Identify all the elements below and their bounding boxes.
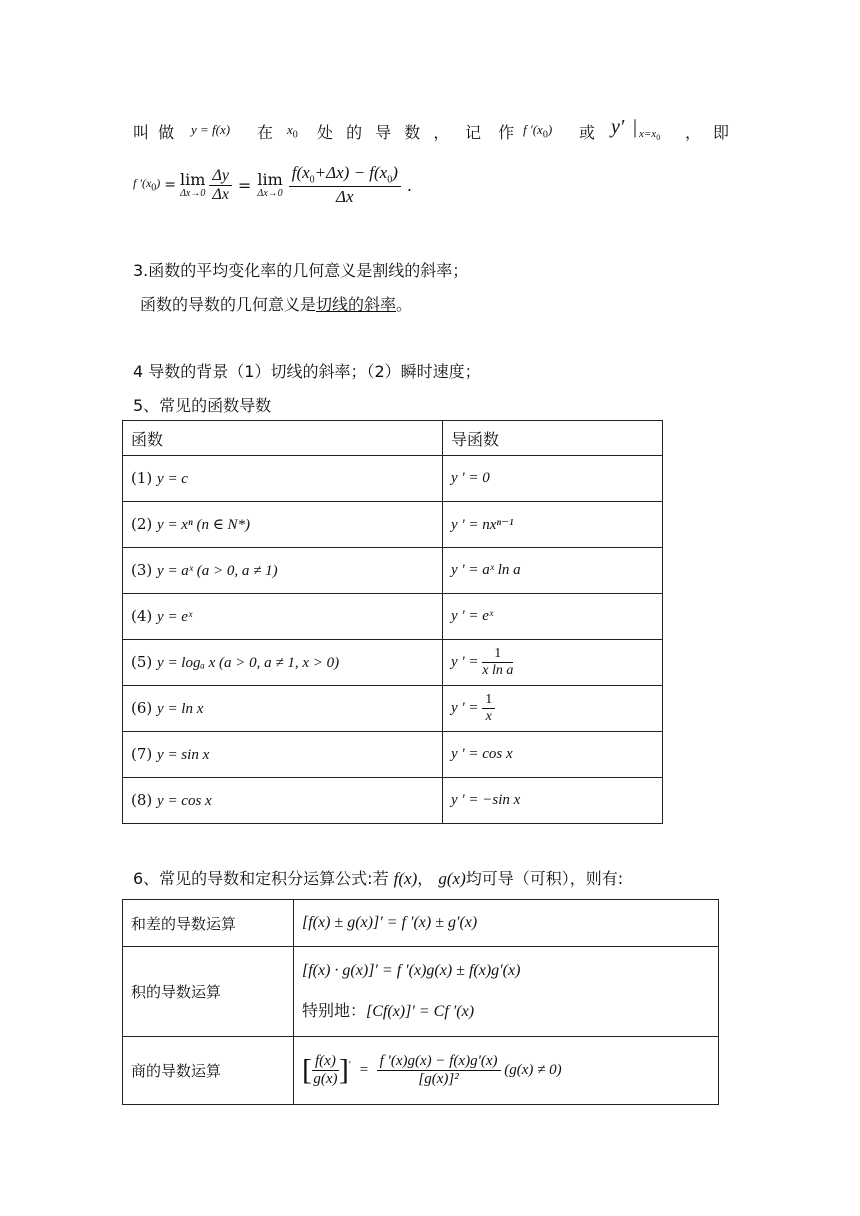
sec6-f: f(x) (393, 869, 418, 888)
table-row (123, 686, 663, 732)
function-cell: (8) y = cos x (123, 778, 443, 824)
text-jiaozuo: 叫 做 (133, 123, 177, 142)
expr-y-eq-fx: y = f(x) (191, 122, 231, 137)
derivative-cell: y ' = −sin x (443, 778, 663, 824)
text-chudedaoshu: 处 的 导 数 ， (317, 123, 454, 142)
text-jizuo: 记 作 (465, 123, 521, 142)
equals-sign-2: = (237, 175, 252, 195)
rule-formula (294, 947, 719, 1037)
derivative-table (122, 420, 663, 824)
derivative-cell: y ' = eˣ (443, 594, 663, 640)
function-cell: (3) y = aˣ (a > 0, a ≠ 1) (123, 548, 443, 594)
table-row (123, 732, 663, 778)
text-comma: ， (685, 123, 702, 142)
derivative-cell: y ' = cos x (443, 732, 663, 778)
sec6-post: 均可导（可积），则有: (465, 869, 624, 888)
sec4-text: 4 导数的背景（1）切线的斜率；（2）瞬时速度； (133, 362, 481, 381)
header-derivative: 导函数 (443, 421, 663, 456)
product-rule: [f(x) · g(x)]′ = f ′(x)g(x) ± f(x)g′(x) (302, 962, 521, 979)
function-cell: (5) y = logₐ x (a > 0, a ≠ 1, x > 0) (123, 640, 443, 686)
derivative-cell: y ' = $\frac{1}{x}$ (443, 686, 663, 732)
derivative-cell: y ' = nxⁿ⁻¹ (443, 502, 663, 548)
table-row (123, 1037, 719, 1105)
sec6-heading (133, 866, 623, 889)
derivative-cell: y ' = $\frac{1}{\text{x ln a}}$ (443, 640, 663, 686)
function-cell: (7) y = sin x (123, 732, 443, 778)
equals-sign: = (164, 177, 177, 193)
sec3-tangent-slope: 切线的斜率 (316, 295, 397, 314)
table-row (123, 548, 663, 594)
sec3-line2-pre: 函数的导数的几何意义是 (140, 295, 317, 314)
expr-fprime-x0: f $'(x_0)$ (523, 122, 553, 141)
sec5-heading: 5、常见的函数导数 (133, 396, 272, 415)
sec6-g: g(x) (438, 869, 466, 888)
operation-rules-table (122, 899, 719, 1105)
function-cell: (1) y = c (123, 456, 443, 502)
text-huo: 或 (579, 123, 596, 142)
special-case: 特别地：[Cf(x)]′ = Cf ′(x) (302, 1001, 475, 1020)
table-row (123, 502, 663, 548)
function-cell: (2) y = xⁿ (n ∈ N*) (123, 502, 443, 548)
lim-1: lim Δx→0 (180, 169, 206, 200)
sec6-sep: ， (417, 869, 434, 888)
rule-formula: [f(x) ± g(x)]′ = f ′(x) ± g′(x) (294, 900, 719, 947)
table-row (123, 640, 663, 686)
lim-2: lim Δx→0 (257, 169, 283, 200)
derivative-cell: y ' = 0 (443, 456, 663, 502)
function-cell: (6) y = ln x (123, 686, 443, 732)
table-row (123, 456, 663, 502)
sec3-line2-post: 。 (396, 295, 413, 314)
rule-label: 和差的导数运算 (123, 900, 294, 947)
lhs-fprime: f $'(x_0)$ (133, 176, 161, 194)
dy-over-dx: $\frac{\Delta y}{\Delta x}$ (209, 167, 232, 204)
text-zai: 在 (257, 123, 274, 142)
sec3-line1: 3.函数的平均变化率的几何意义是割线的斜率； (133, 261, 469, 280)
expr-cond: $x=x_0$ (639, 128, 661, 143)
table-row (123, 947, 719, 1037)
table-row (123, 778, 663, 824)
difference-quotient: $\frac{f(x_0+\Delta x) - f(x_0)}{\Delta x}$ (289, 163, 401, 206)
rule-label: 商的导数运算 (123, 1037, 294, 1105)
period: . (406, 175, 412, 195)
rule-label: 积的导数运算 (123, 947, 294, 1037)
eval-bar: | (633, 116, 638, 138)
table-row (123, 594, 663, 640)
table-row (123, 900, 719, 947)
sec6-pre: 6、常见的导数和定积分运算公式:若 (133, 869, 389, 888)
header-function: 函数 (123, 421, 443, 456)
function-cell: (4) y = eˣ (123, 594, 443, 640)
text-ji: 即 (713, 123, 730, 142)
derivative-cell: y ' = aˣ ln a (443, 548, 663, 594)
sec3-line2 (140, 292, 412, 315)
limit-formula (133, 160, 412, 210)
quotient-rule: [ $\frac{f(x)}{g(x)}$ ]′ = $\frac{f '(x)g(x) - f(x)g'(x)}{\text{[g(x)]²}}$ (g(x) ≠ 0) (294, 1037, 719, 1105)
derivative-definition-line (133, 118, 733, 144)
expr-x0: $x_0$ (287, 122, 298, 141)
expr-yprime: y′ (611, 116, 625, 138)
